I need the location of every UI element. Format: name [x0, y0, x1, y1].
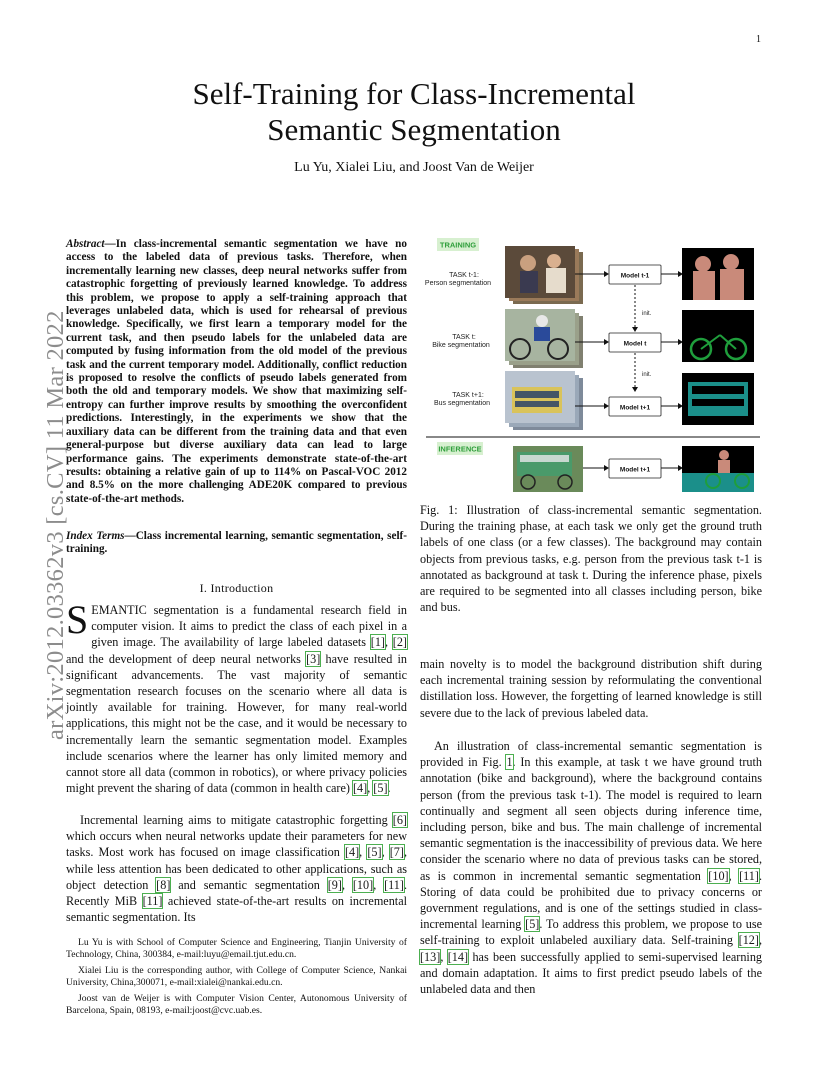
- citation-link[interactable]: [2]: [392, 635, 407, 650]
- text-run: ,: [373, 877, 385, 892]
- task-desc: Bus segmentation: [433, 400, 491, 407]
- task-row-3: [434, 371, 754, 430]
- abstract-label: Abstract: [66, 238, 105, 250]
- text-run: and semantic segmentation: [170, 877, 328, 892]
- text-run: .: [387, 781, 391, 796]
- text-run: achieved state-of-the-art results on incremental semantic segmentation. Its: [66, 894, 407, 925]
- citation-link[interactable]: [10]: [352, 877, 374, 892]
- task-desc: Person segmentation: [424, 280, 492, 287]
- arxiv-stamp-text: arXiv:2012.03362v3 [cs.CV] 11 Mar 2022: [42, 310, 69, 740]
- text-run: An illustration of class-incremental semantic segmentation is provided in Fig.: [420, 739, 762, 770]
- citation-link[interactable]: [14]: [447, 949, 469, 964]
- index-terms-text: —Class incremental learning, semantic segmentation, self-training.: [66, 530, 407, 556]
- index-terms: [66, 530, 407, 557]
- title-line-1: Self-Training for Class-Incremental: [192, 76, 636, 111]
- citation-link[interactable]: [11]: [384, 877, 404, 892]
- right-paragraph-1: main novelty is to model the background distribution shift during each incremental training session by reformulating the conventional distillation loss. However, the forgetting of learned knowledge is still severe due to the lack of previous labeled data.: [420, 657, 762, 720]
- inference-label: INFERENCE: [438, 444, 482, 454]
- footnote-3: Joost van de Weijer is with Computer Vision Center, Autonomous University of Barcelona, Spain, 08193, e-mail:joost@cvc.uab.es.: [66, 992, 407, 1017]
- citation-link[interactable]: [8]: [156, 877, 171, 892]
- figure-1: [420, 235, 762, 495]
- section-heading: I. Introduction: [199, 581, 274, 595]
- citation-link[interactable]: [10]: [708, 868, 729, 883]
- text-run: Incremental learning aims to mitigate catastrophic forgetting: [80, 813, 393, 827]
- task-row-1: [425, 246, 754, 304]
- authors: Lu Yu, Xialei Liu, and Joost Van de Weijer: [294, 160, 534, 175]
- intro-paragraph-1: [66, 597, 407, 796]
- caption-text: Illustration of class-incremental semantic segmentation. During the training phase, at each task we only get the ground truth labels of one class (or a few classes). The background may contain objects from previous tasks, e.g. person from the previous task t-1 is annotated as background at task t. During the inference phase, pixels are required to be segmented into all classes including person, bike and bus.: [420, 503, 762, 615]
- paper-title: [100, 76, 728, 148]
- text-run: have resulted in significant advancements. The vast majority of semantic segmentation research focuses on the scenario where all data is jointly available for training. However, for many real-world applications, this might not be the case, and it would be necessary to incrementally learn the semantic segmentation model. Examples include scenarios where the learner has only limited memory and cannot store all data (common in robotics), or where privacy policies might prevent the sharing of data (common in health care): [66, 651, 407, 796]
- text-run: ,: [367, 781, 374, 796]
- task-desc: Bike segmentation: [432, 342, 490, 349]
- citation-link[interactable]: [3]: [306, 651, 321, 666]
- text-run: EMANTIC segmentation is a fundamental research field in computer vision. It aims to predict the class of each pixel in a given image. The availability of large labeled datasets: [91, 603, 407, 650]
- citation-link[interactable]: [5]: [373, 781, 388, 796]
- caption-prefix: Fig. 1:: [420, 503, 467, 517]
- citation-link[interactable]: [13]: [420, 949, 441, 964]
- citation-link[interactable]: [1]: [370, 635, 385, 650]
- figure-caption: [420, 502, 762, 615]
- init-label: init.: [642, 372, 652, 378]
- inference-row: [513, 446, 754, 492]
- footnote-2: Xialei Liu is the corresponding author, with College of Computer Science, Nankai University, China,300071, e-mail:xialei@nankai.edu.cn.: [66, 964, 407, 989]
- task-label: TASK t:: [452, 334, 476, 341]
- text-run: , while less attention has been dedicated to other applications, such as object detection: [66, 845, 407, 892]
- text-run: has been successfully applied to semi-supervised learning and domain adaptation. It aims to first predict pseudo labels of the unlabeled data and then: [420, 949, 763, 997]
- citation-link[interactable]: [5]: [525, 917, 540, 932]
- text-run: ,: [381, 845, 390, 860]
- text-run: ,: [384, 635, 393, 650]
- citation-link[interactable]: [4]: [344, 845, 360, 860]
- citation-link[interactable]: [12]: [738, 933, 759, 948]
- citation-link[interactable]: [6]: [392, 813, 407, 827]
- footnote-1: Lu Yu is with School of Computer Science and Engineering, Tianjin University of Technology, China, 300384, e-mail:luyu@email.tjut.edu.cn.: [66, 937, 407, 961]
- model-box-label: Model t+1: [619, 404, 651, 412]
- text-run: which occurs when neural networks update their parameters for new tasks. Most work has focused on image classification: [66, 829, 407, 860]
- citation-link[interactable]: [7]: [389, 845, 404, 860]
- drop-cap: S: [66, 597, 89, 642]
- task-label: TASK t-1:: [449, 272, 479, 279]
- text-run: ,: [359, 845, 368, 860]
- text-run: ,: [758, 933, 762, 948]
- citation-link[interactable]: [5]: [367, 845, 382, 860]
- training-label: TRAINING: [439, 240, 477, 250]
- abstract-text: —In class-incremental semantic segmentation we have no access to the labeled data of previous tasks. Therefore, when incrementally learning new classes, deep neural networks suffer from catastrophic forgetting of previously learned knowledge. To address this problem, we propose to apply a self-training approach that leverages unlabeled data, which is used for rehearsal of previous knowledge. Specifically, we first learn a temporary model for the current task, and then pseudo labels for the unlabeled data are computed by fusing information from the old model of the previous task and the current temporary model. Additionally, conflict reduction is proposed to resolve the conflicts of pseudo labels generated from both the old and temporary models. We show that maximizing self-entropy can further improve results by smoothing the overconfident predictions. Interestingly, in the experiments we show that the auxiliary data can be different from the training data and that even general-purpose but diverse auxiliary data can lead to large performance gains. The experiments demonstrate state-of-the-art results: obtaining a relative gain of up to 114% on Pascal-VOC 2012 and 8.5% on the more challenging ADE20K compared to previous state-of-the-art methods.: [66, 238, 407, 505]
- text-run: . Recently MiB: [66, 877, 408, 909]
- arxiv-stamp: [24, 270, 69, 740]
- footnotes: [66, 937, 407, 1020]
- text-run: ,: [341, 877, 353, 892]
- right-paragraph-2: [420, 738, 762, 997]
- text-run: ,: [440, 949, 448, 964]
- index-terms-label: Index Terms: [66, 530, 125, 542]
- title-line-2: Semantic Segmentation: [267, 112, 561, 147]
- figure-link[interactable]: 1: [506, 755, 513, 770]
- text-run: ,: [728, 868, 740, 883]
- citation-link[interactable]: [11]: [142, 894, 163, 909]
- text-run: . Storing of data could be prohibited due to privacy concerns or government regulations, and is one of the settings studied in class-incremental learning: [420, 868, 762, 932]
- citation-link[interactable]: [9]: [327, 877, 342, 892]
- citation-link[interactable]: [11]: [739, 868, 759, 883]
- task-label: TASK t+1:: [452, 392, 484, 399]
- text-run: and the development of deep neural networks: [66, 651, 307, 666]
- model-box-label: Model t: [623, 340, 647, 348]
- task-row-2: [432, 309, 754, 368]
- citation-link[interactable]: [4]: [352, 781, 368, 796]
- page-number: 1: [756, 34, 761, 45]
- intro-paragraph-2: [66, 812, 407, 925]
- text-run: . In this example, at task t we have ground truth annotation (bike and background), where the background contains person (from the previous task t-1). The model is required to learn continually and segment all seen objects during inference time, including person, bike and bus. The main challenge of incremental semantic segmentation is the inaccessibility of previous data. We here consider the scenario where no data of previous tasks can be stored, as is common in incremental semantic segmentation: [420, 755, 762, 883]
- init-label: init.: [642, 311, 652, 317]
- abstract: [66, 238, 407, 506]
- model-box-label: Model t+1: [619, 466, 651, 474]
- text-run: . To address this problem, we propose to use self-training to exploit unlabeled auxiliary data. Self-training: [420, 917, 763, 948]
- model-box-label: Model t-1: [620, 272, 650, 280]
